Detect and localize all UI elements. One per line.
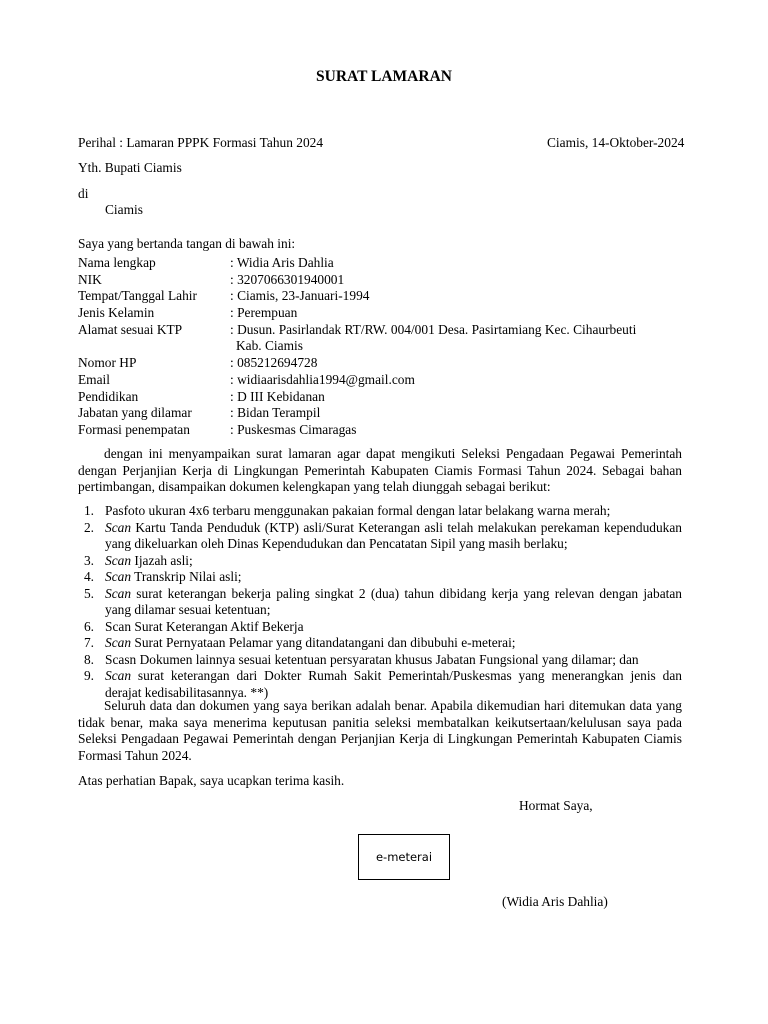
field-label: Nomor HP [78,355,137,371]
field-label: Nama lengkap [78,255,156,270]
closing-text: Atas perhatian Bapak, saya ucapkan terima kasih. [78,773,345,788]
letter-place-date: Ciamis, 14-Oktober-2024 [547,135,685,150]
field-value: : widiaarisdahlia1994@gmail.com [230,371,415,387]
field-label: Jabatan yang dilamar [78,405,192,421]
letter-subject: Perihal : Lamaran PPPK Formasi Tahun 2024 [78,135,324,150]
field-label: Tempat/Tanggal Lahir [78,288,197,304]
letter-at: di [78,186,89,201]
field-value: : Widia Aris Dahlia [230,255,334,270]
field-label: Pendidikan [78,388,139,404]
letter-recipient-city: Ciamis [105,202,143,217]
list-item: 1. Pasfoto ukuran 4x6 terbaru menggunakan pakaian formal dengan latar belakang warna merah; [83,503,611,518]
field-value: : D III Kebidanan [230,388,325,404]
list-item: 6. Scan Surat Keterangan Aktif Bekerja [83,618,304,634]
list-item: 3. Scan Ijazah asli; [83,552,193,568]
list-item: 7. Scan Surat Pernyataan Pelamar yang ditandatangani dan dibubuhi e-meterai; [83,635,516,650]
document-list [78,503,682,701]
field-value-continued: Kab. Ciamis [236,338,303,354]
field-value: : Puskesmas Cimaragas [230,421,357,437]
field-label: Alamat sesuai KTP [78,321,183,337]
list-item: 4. Scan Transkrip Nilai asli; [83,569,242,584]
letter-intro: Saya yang bertanda tangan di bawah ini: [78,236,296,251]
field-value: : Dusun. Pasirlandak RT/RW. 004/001 Desa. Pasirtamiang Kec. Cihaurbeuti [230,321,637,337]
field-value: : Ciamis, 23-Januari-1994 [230,288,370,304]
list-item: 8. Scasn Dokumen lainnya sesuai ketentuan persyaratan khusus Jabatan Fungsional yang dilamar; dan [83,651,639,667]
field-value: : 3207066301940001 [230,271,345,287]
letter-recipient: Yth. Bupati Ciamis [78,160,182,175]
field-label: Formasi penempatan [78,421,190,437]
field-value: : 085212694728 [230,355,318,371]
e-meterai-label: e-meterai [375,850,433,864]
field-value: : Perempuan [230,305,298,321]
regards-text: Hormat Saya, [519,798,593,813]
paragraph-statement: Seluruh data dan dokumen yang saya berikan adalah benar. Apabila dikemudian hari ditemukan data yang tidak benar, maka saya menerima keputusan panitia seleksi membatalkan keikutsertaan/kelulusan saya pada Seleksi Pengadaan Pegawai Pemerintah dengan Perjanjian Kerja di Lingkungan Pemerintah Kabupaten Ciamis Formasi Tahun 2024. [78,698,682,764]
field-value: : Bidan Terampil [230,405,321,421]
list-item: 5. Scan surat keterangan bekerja paling singkat 2 (dua) tahun dibidang kerja yang relevan dengan jabatan yang dilamar sesuai ketentuan; [83,585,682,617]
paragraph-intro: dengan ini menyampaikan surat lamaran agar dapat mengikuti Seleksi Pengadaan Pegawai Pemerintah dengan Perjanjian Kerja di Lingkungan Pemerintah Kabupaten Ciamis Formasi Tahun 2024. Sebagai bahan pertimbangan, disampaikan dokumen kelengkapan yang telah diunggah sebagai berikut: [78,446,682,495]
list-item: 2. Scan Kartu Tanda Penduduk (KTP) asli/Surat Keterangan asli telah melakukan perekaman kependudukan yang dikeluarkan oleh Dinas Kependudukan dan Pencatatan Sipil yang masih berlaku; [83,519,682,551]
signature-name: (Widia Aris Dahlia) [502,894,608,909]
e-meterai-box [358,834,450,880]
letter-title: SURAT LAMARAN [316,68,452,85]
list-item: 9. Scan surat keterangan dari Dokter Rumah Sakit Pemerintah/Puskesmas yang menerangkan jenis dan derajat kedisabilitasannya. **) [83,668,682,700]
field-label: Jenis Kelamin [78,305,155,321]
field-label: NIK [78,271,102,287]
field-label: Email [78,371,110,387]
